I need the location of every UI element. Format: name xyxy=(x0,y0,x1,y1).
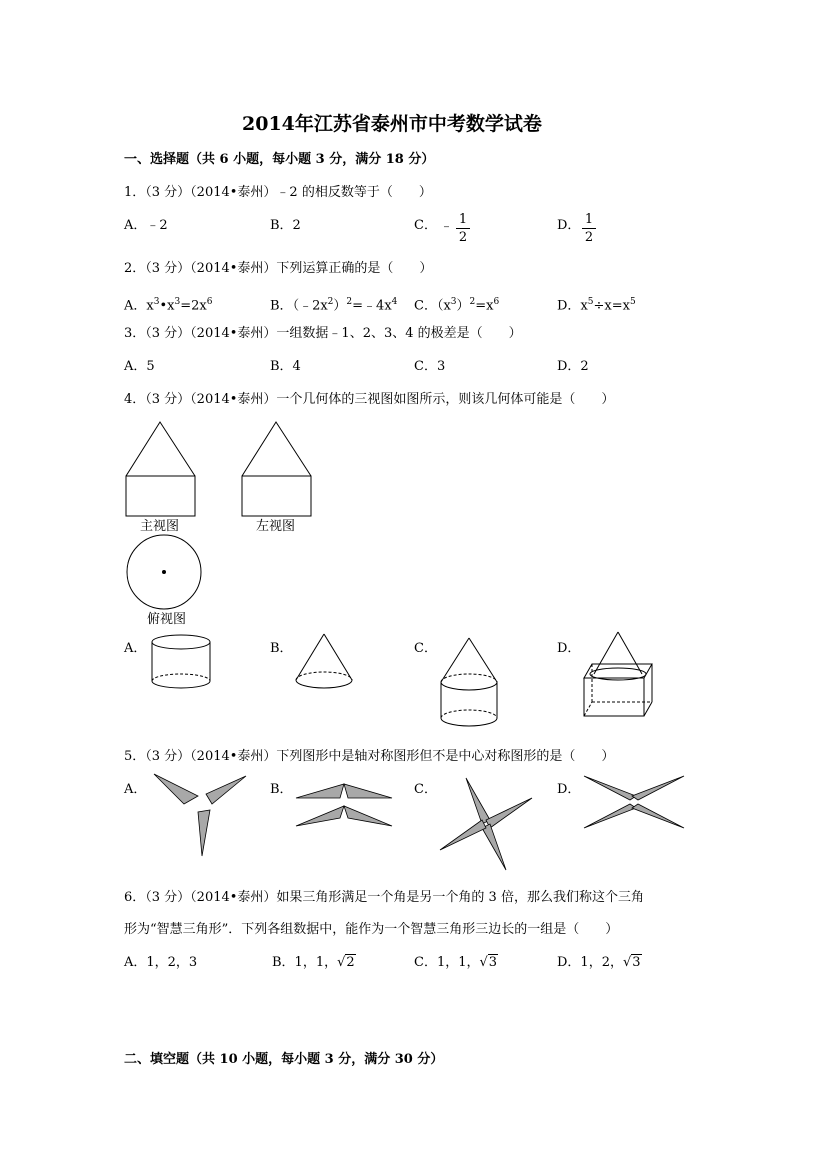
left-view-triangle xyxy=(242,422,311,476)
q5-option-a-label: A． xyxy=(124,782,147,797)
blade xyxy=(198,810,210,856)
q4-option-a-cylinder xyxy=(150,633,212,691)
q3-option-c: C．3 xyxy=(414,359,446,374)
left-view-rectangle xyxy=(242,476,311,516)
option-prefix: C．1，1， xyxy=(414,955,480,970)
option-prefix: B．1，1， xyxy=(272,955,338,970)
top-view-figure xyxy=(124,534,204,612)
page-title: 2014年江苏省泰州市中考数学试卷 xyxy=(242,113,542,135)
q4-option-c-cone-on-cylinder xyxy=(437,636,501,728)
top-view-caption: 俯视图 xyxy=(147,612,187,627)
blade xyxy=(344,806,392,826)
radicand: 3 xyxy=(488,955,498,970)
blade xyxy=(440,820,486,850)
question-1-stem: 1．（3 分）（2014•泰州）﹣2 的相反数等于（ ） xyxy=(124,185,432,200)
exponent: 5 xyxy=(587,297,594,307)
q4-option-c-label: C． xyxy=(414,641,437,656)
q5-option-a-figure xyxy=(150,772,250,858)
fraction-numerator: 1 xyxy=(584,212,594,227)
q6-option-d xyxy=(557,955,642,971)
section-heading-fill-in: 二、填空题（共 10 小题，每小题 3 分，满分 30 分） xyxy=(124,1052,444,1067)
q4-option-b-label: B． xyxy=(270,641,293,656)
expr-part: ÷x=x xyxy=(593,298,630,314)
q1-option-a: A．﹣2 xyxy=(124,218,168,233)
exponent: 5 xyxy=(629,297,636,307)
exponent: 6 xyxy=(206,297,213,307)
option-label: C． xyxy=(414,298,437,314)
q2-option-a xyxy=(124,294,212,314)
question-4-stem: 4．（3 分）（2014•泰州）一个几何体的三视图如图所示，则该几何体可能是（ ） xyxy=(124,392,615,407)
blade xyxy=(154,774,198,804)
front-view-triangle xyxy=(126,422,195,476)
blade xyxy=(296,784,344,798)
radicand: 3 xyxy=(632,955,641,970)
radicand: 2 xyxy=(346,955,355,970)
expr-part: •x xyxy=(159,298,175,314)
blade xyxy=(344,784,392,798)
option-label: A． xyxy=(124,298,147,314)
q5-option-d-figure xyxy=(582,772,686,832)
expr-part: ） xyxy=(333,298,347,314)
option-label: B． xyxy=(270,298,293,314)
front-view-caption: 主视图 xyxy=(140,519,180,534)
fraction-denominator: 2 xyxy=(458,230,468,245)
blade xyxy=(632,776,684,800)
q4-option-b-cone xyxy=(293,632,355,692)
q5-option-b-figure xyxy=(294,776,394,830)
expr-part: （﹣2x xyxy=(292,298,328,314)
exponent: 3 xyxy=(450,297,457,307)
q3-option-a: A．5 xyxy=(124,359,155,374)
q2-option-b xyxy=(270,294,397,314)
option-prefix: D．1，2， xyxy=(557,955,623,970)
expr-part: =﹣4x xyxy=(352,298,392,314)
q4-option-d-cone-in-box xyxy=(582,630,654,720)
left-view-figure xyxy=(240,420,314,518)
q3-option-b: B．4 xyxy=(270,359,301,374)
expr-part: =x xyxy=(475,298,494,314)
expr-part: （x xyxy=(436,298,451,314)
q2-option-d xyxy=(557,294,636,314)
q6-option-b xyxy=(272,955,356,971)
exponent: 4 xyxy=(391,297,398,307)
expr-part: x xyxy=(580,298,588,314)
q5-option-c-figure xyxy=(436,774,536,874)
blade xyxy=(632,804,684,828)
q6-option-a: A．1，2，3 xyxy=(124,955,198,970)
fraction-denominator: 2 xyxy=(584,230,594,245)
q3-option-d: D．2 xyxy=(557,359,589,374)
option-label: D． xyxy=(557,298,581,314)
sqrt-expression: √3 xyxy=(479,955,498,970)
q6-option-c xyxy=(414,955,498,971)
blade xyxy=(466,778,490,824)
top-view-center-dot xyxy=(162,570,166,574)
question-5-stem: 5．（3 分）（2014•泰州）下列图形中是轴对称图形但不是中心对称图形的是（ ） xyxy=(124,749,615,764)
q1-option-d-label: D． xyxy=(557,218,581,233)
q1-option-c-sign: ﹣ xyxy=(440,219,454,234)
exponent: 2 xyxy=(327,297,334,307)
exponent: 3 xyxy=(174,297,181,307)
q5-option-b-label: B． xyxy=(270,782,293,797)
question-3-stem: 3．（3 分）（2014•泰州）一组数据﹣1、2、3、4 的极差是（ ） xyxy=(124,326,522,341)
q5-option-d-label: D． xyxy=(557,782,581,797)
front-view-figure xyxy=(124,420,198,518)
blade xyxy=(584,776,636,800)
sqrt-expression: √3 xyxy=(622,955,641,970)
q5-option-c-label: C． xyxy=(414,782,437,797)
exponent: 6 xyxy=(493,297,500,307)
q4-option-d-label: D． xyxy=(557,641,581,656)
section-heading-choice: 一、选择题（共 6 小题，每小题 3 分，满分 18 分） xyxy=(124,152,435,167)
question-6-stem-line2: 形为“智慧三角形”．下列各组数据中，能作为一个智慧三角形三边长的一组是（ ） xyxy=(124,922,619,937)
expr-part: =2x xyxy=(180,298,207,314)
blade xyxy=(584,804,636,828)
q2-option-c xyxy=(414,294,499,314)
exponent: 2 xyxy=(469,297,476,307)
blade xyxy=(296,806,344,826)
question-2-stem: 2．（3 分）（2014•泰州）下列运算正确的是（ ） xyxy=(124,261,433,276)
q1-option-c-label: C． xyxy=(414,218,437,233)
front-view-rectangle xyxy=(126,476,195,516)
q1-option-d-fraction xyxy=(582,212,596,245)
blade xyxy=(206,776,246,804)
exponent: 2 xyxy=(346,297,353,307)
exponent: 3 xyxy=(153,297,160,307)
left-view-caption: 左视图 xyxy=(256,519,296,534)
q1-option-b: B．2 xyxy=(270,218,301,233)
expr-part: ） xyxy=(456,298,470,314)
q4-option-a-label: A． xyxy=(124,641,147,656)
fraction-bar xyxy=(456,228,470,229)
fraction-bar xyxy=(582,228,596,229)
q1-option-c-fraction xyxy=(456,212,470,245)
fraction-numerator: 1 xyxy=(458,212,468,227)
question-6-stem-line1: 6．（3 分）（2014•泰州）如果三角形满足一个角是另一个角的 3 倍，那么我们称这个三角 xyxy=(124,890,644,905)
expr-part: x xyxy=(146,298,154,314)
blade xyxy=(486,798,532,828)
blade xyxy=(482,824,506,870)
sqrt-expression: √2 xyxy=(337,955,355,970)
